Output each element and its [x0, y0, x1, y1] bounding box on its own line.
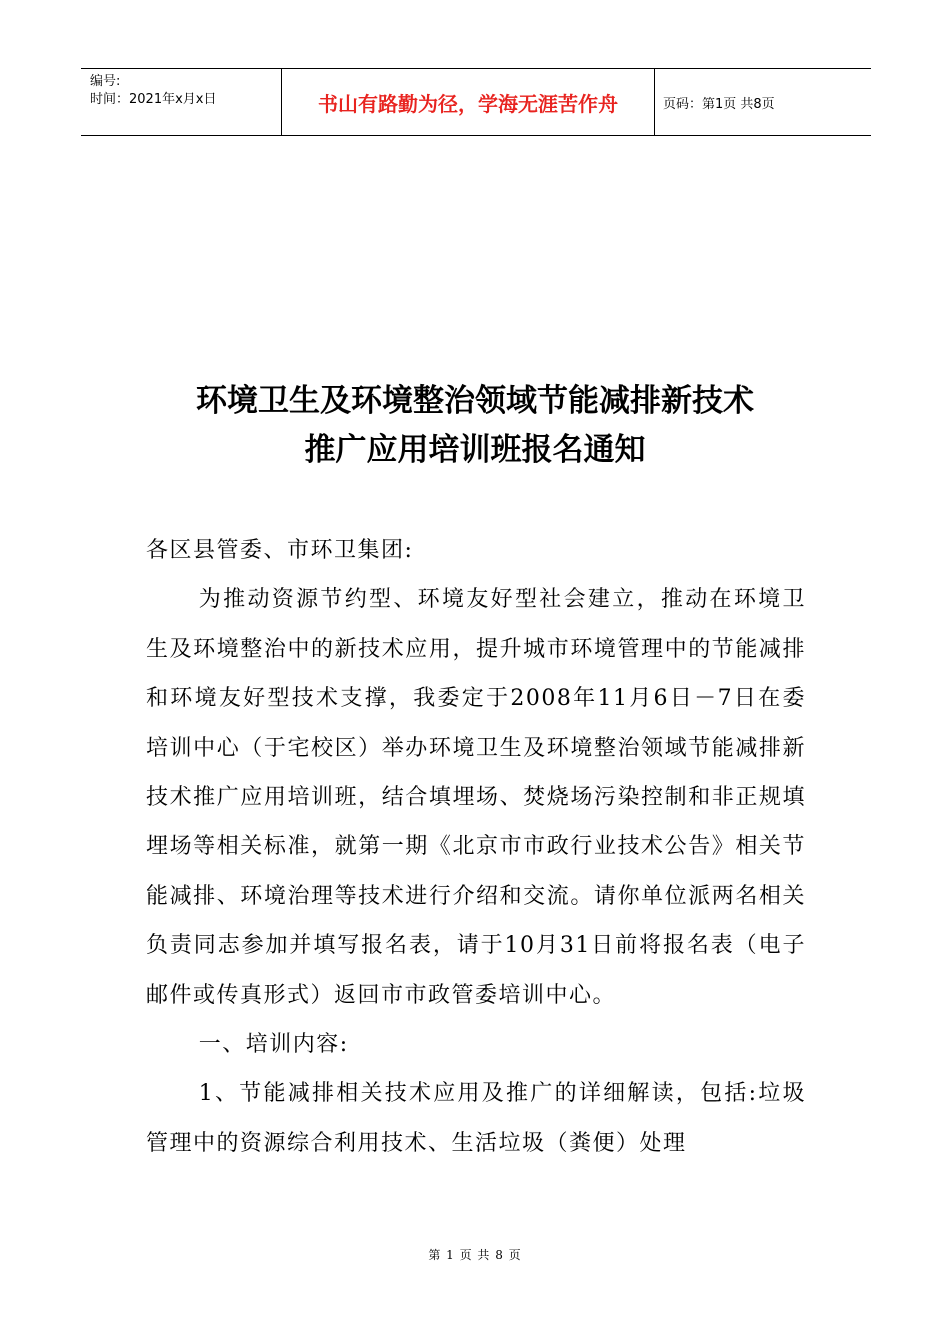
document-title-line-1: 环境卫生及环境整治领域节能减排新技术 [196, 383, 754, 419]
list-item-1: 1、节能减排相关技术应用及推广的详细解读，包括:垃圾管理中的资源综合利用技术、生活垃圾（粪便）处理 [146, 1081, 806, 1156]
salutation: 各区县管委、市环卫集团: [146, 538, 414, 563]
document-header [81, 68, 871, 136]
document-body [146, 526, 806, 1168]
time-label: 时间：2021年x月x日 [90, 92, 217, 107]
section-1-heading: 一、培训内容: [198, 1032, 349, 1058]
page-footer: 第 1 页 共 8 页 [428, 1248, 522, 1262]
paragraph-1: 为推动资源节约型、环境友好型社会建立，推动在环境卫生及环境整治中的新技术应用，提升城市环境管理中的节能减排和环境友好型技术支撑，我委定于2008年11月6日－7日在委培训中心（于宅校区）举办环境卫生及环境整治领域节能减排新技术推广应用培训班，结合填埋场、焚烧场污染控制和非正规填埋场等相关标准，就第一期《北京市市政行业技术公告》相关节能减排、环境治理等技术进行介绍和交流。请你单位派两名相关负责同志参加并填写报名表，请于10月31日前将报名表（电子邮件或传真形式）返回市市政管委培训中心。 [146, 587, 806, 1008]
header-page-info: 页码：第1页 共8页 [663, 96, 775, 112]
header-meta [81, 69, 281, 135]
header-motto: 书山有路勤为径，学海无涯苦作舟 [318, 91, 618, 116]
serial-label: 编号: [90, 74, 121, 89]
header-motto-cell [281, 69, 655, 135]
document-title-line-2: 推广应用培训班报名通知 [304, 432, 646, 468]
